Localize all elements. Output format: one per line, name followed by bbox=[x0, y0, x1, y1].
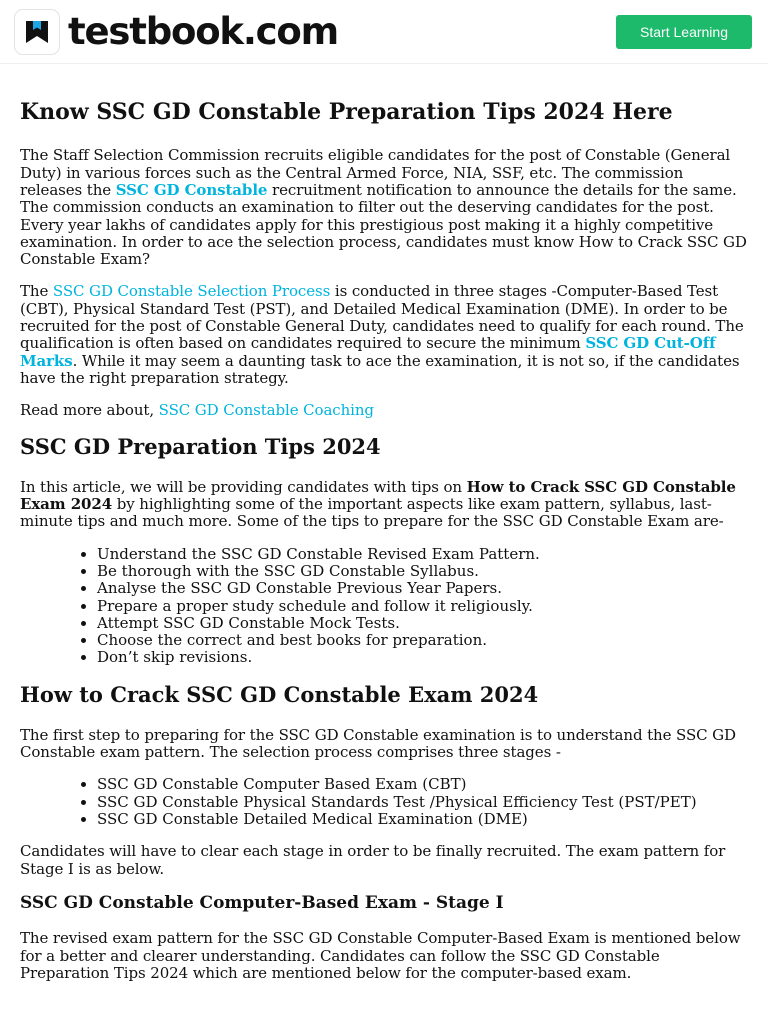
article bbox=[0, 99, 768, 982]
selection-text-2: is conducted in three stages -Computer-Based Test (CBT), Physical Standard Test (PST), and Detailed Medical Examination (DME). In order to be recruited for the post of Constable General Duty, candidates need to qualify for each round. The qualification is often based on candidates required to secure the minimum bbox=[20, 282, 744, 353]
list-item: • Prepare a proper study schedule and follow it religiously. bbox=[97, 598, 748, 615]
section-heading-cbt-stage: SSC GD Constable Computer-Based Exam - Stage I bbox=[20, 892, 504, 913]
list-item: • SSC GD Constable Physical Standards Test /Physical Efficiency Test (PST/PET) bbox=[97, 794, 748, 811]
coaching-link[interactable]: SSC GD Constable Coaching bbox=[158, 401, 374, 420]
tips-intro-paragraph bbox=[20, 479, 748, 531]
start-learning-button[interactable]: Start Learning bbox=[616, 15, 752, 49]
stages-list bbox=[20, 776, 748, 828]
list-item: • Choose the correct and best books for preparation. bbox=[97, 632, 748, 649]
site-header bbox=[0, 0, 768, 64]
section-heading-preparation-tips: SSC GD Preparation Tips 2024 bbox=[20, 433, 381, 459]
selection-text-3: . While it may seem a daunting task to ace the examination, it is not so, if the candidates have the right preparation strategy. bbox=[20, 351, 740, 387]
logo[interactable] bbox=[14, 9, 338, 55]
list-item: • Attempt SSC GD Constable Mock Tests. bbox=[97, 615, 748, 632]
list-item: • Analyse the SSC GD Constable Previous Year Papers. bbox=[97, 580, 748, 597]
intro-text-1: The Staff Selection Commission recruits eligible candidates for the post of Constable (General Duty) in various forces such as the Central Armed Force, NIA, SSF, etc. The commission releases the bbox=[20, 146, 731, 199]
testbook-logo-icon bbox=[14, 9, 60, 55]
list-item: • SSC GD Constable Computer Based Exam (CBT) bbox=[97, 776, 748, 793]
page-title: Know SSC GD Constable Preparation Tips 2024 Here bbox=[20, 99, 673, 125]
selection-process-link[interactable]: SSC GD Constable Selection Process bbox=[52, 282, 331, 301]
tips-intro-text-1: In this article, we will be providing candidates with tips on bbox=[20, 477, 467, 496]
intro-text-2: recruitment notification to announce the details for the same. The commission conducts an examination to filter out the deserving candidates for the post. Every year lakhs of candidates apply for this prestigious post making it a highly competitive examination. In order to ace the selection process, candidates must know How to Crack SSC GD Constable Exam? bbox=[20, 180, 747, 269]
how-to-crack-paragraph: The first step to preparing for the SSC GD Constable examination is to understand the SSC GD Constable exam pattern. The selection process comprises three stages - bbox=[20, 725, 736, 762]
stages-after-paragraph: Candidates will have to clear each stage in order to be finally recruited. The exam pattern for Stage I is as below. bbox=[20, 842, 726, 878]
intro-paragraph bbox=[20, 147, 748, 268]
ssc-gd-constable-link[interactable]: SSC GD Constable bbox=[115, 180, 268, 199]
tips-intro-text-2: by highlighting some of the important aspects like exam pattern, syllabus, last-minute tips and much more. Some of the tips to prepare for the SSC GD Constable Exam are- bbox=[20, 495, 724, 531]
list-item: • Don’t skip revisions. bbox=[97, 649, 748, 666]
selection-paragraph bbox=[20, 283, 748, 387]
list-item: • SSC GD Constable Detailed Medical Examination (DME) bbox=[97, 811, 748, 828]
list-item: • Understand the SSC GD Constable Revised Exam Pattern. bbox=[97, 546, 748, 563]
cut-off-marks-link[interactable]: SSC GD Cut-Off Marks bbox=[20, 334, 716, 370]
logo-text: testbook.com bbox=[68, 10, 338, 53]
read-more-label: Read more about, bbox=[20, 401, 159, 420]
tips-list bbox=[20, 546, 748, 667]
section-heading-how-to-crack: How to Crack SSC GD Constable Exam 2024 bbox=[20, 681, 539, 707]
tips-intro-bold: How to Crack SSC GD Constable Exam 2024 bbox=[20, 477, 736, 514]
cbt-paragraph: The revised exam pattern for the SSC GD Constable Computer-Based Exam is mentioned below for a better and clearer understanding. Candidates can follow the SSC GD Constable Preparation Tips 2024 which are mentioned below for the computer-based exam. bbox=[20, 929, 741, 982]
read-more bbox=[20, 402, 748, 419]
selection-text-1: The bbox=[20, 282, 53, 301]
list-item: • Be thorough with the SSC GD Constable Syllabus. bbox=[97, 563, 748, 580]
